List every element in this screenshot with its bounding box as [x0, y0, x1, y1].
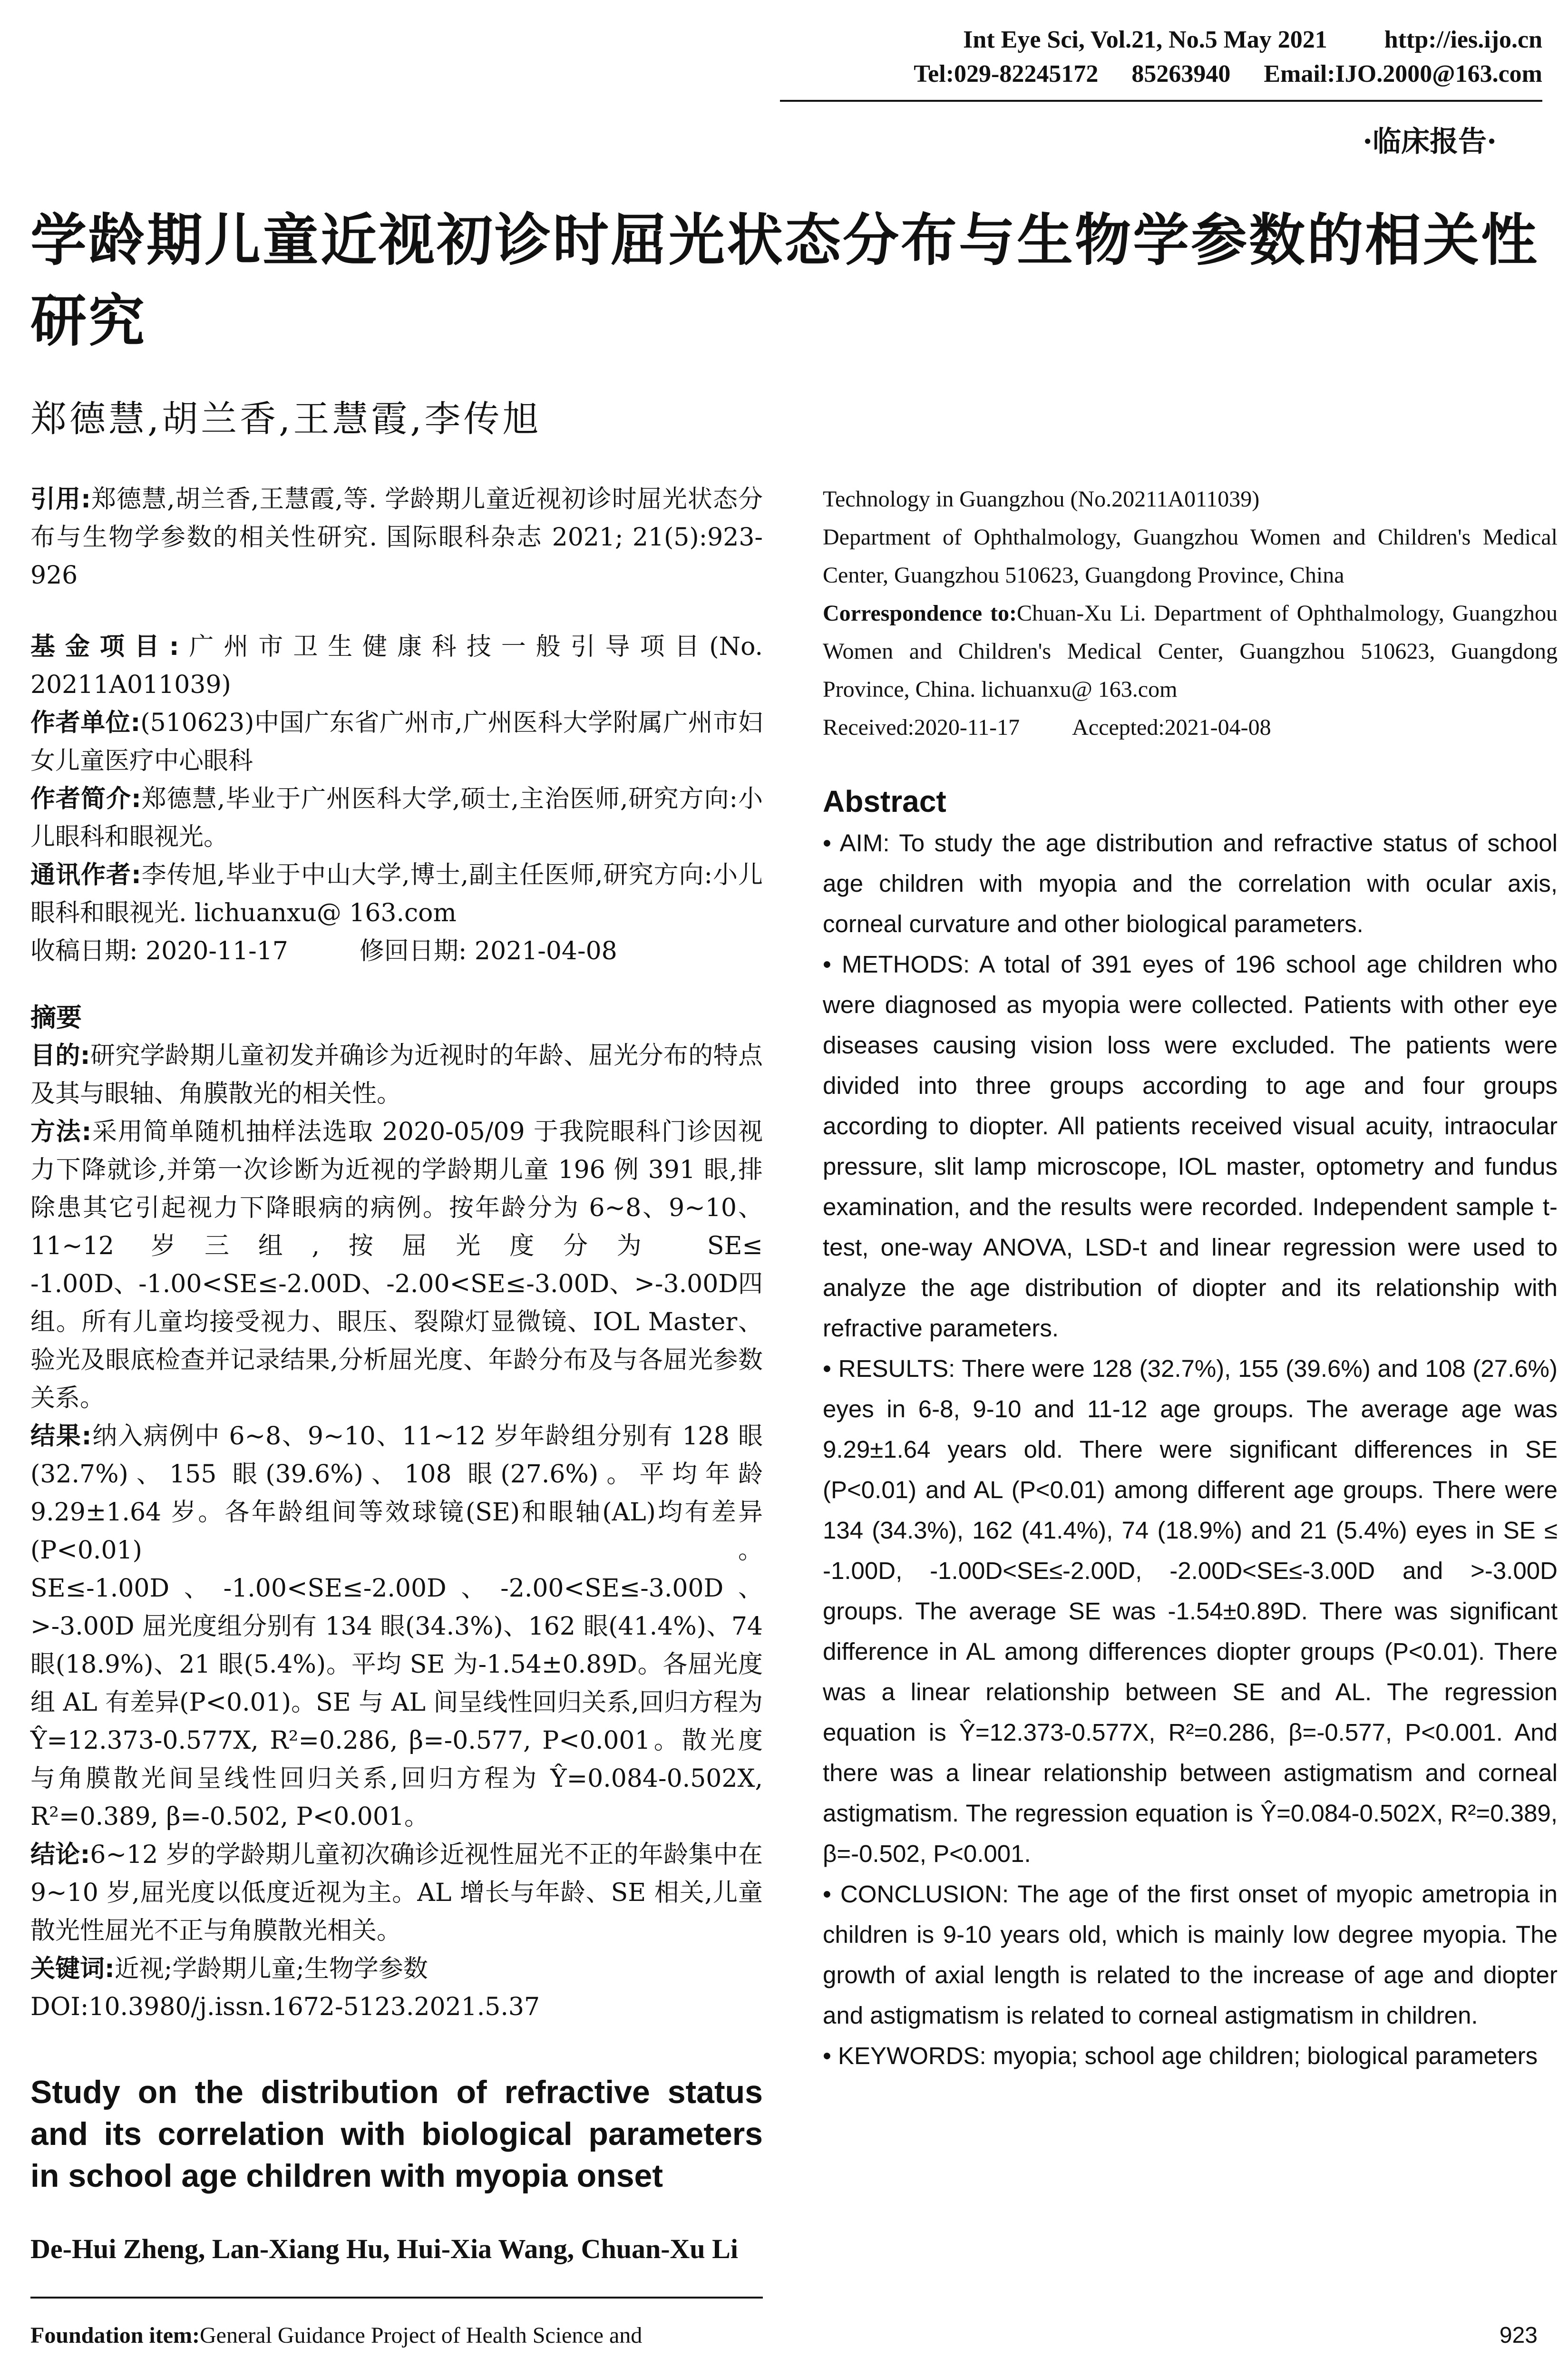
unit-text: (510623)中国广东省广州市,广州医科大学附属广州市妇女儿童医疗中心眼科: [30, 709, 763, 775]
keywords-cn: [30, 1950, 763, 1988]
header-rule: [780, 100, 1542, 102]
journal-tel: Tel:029-82245172: [914, 60, 1099, 88]
right-column: [823, 480, 1558, 2076]
conclusion-text: 6~12 岁的学龄期儿童初次确诊近视性屈光不正的年龄集中在 9~10 岁,屈光度以低度近视为主。AL 增长与年龄、SE 相关,儿童散光性屈光不正与角膜散光相关。: [30, 1841, 763, 1945]
footnote-rule: [30, 2297, 763, 2299]
doi: DOI:10.3980/j.issn.1672-5123.2021.5.37: [30, 1993, 540, 2021]
foundation-continued: Technology in Guangzhou (No.20211A011039): [823, 487, 1260, 512]
page-number: 923: [1499, 2323, 1538, 2348]
foundation-text: General Guidance Project of Health Science and: [200, 2323, 643, 2348]
bio-label: 作者简介:: [30, 785, 141, 813]
aim-text: 研究学龄期儿童初发并确诊为近视时的年龄、屈光分布的特点及其与眼轴、角膜散光的相关性。: [30, 1042, 763, 1108]
journal-issue: Int Eye Sci, Vol.21, No.5 May 2021: [963, 26, 1327, 53]
department-en: Department of Ophthalmology, Guangzhou Women and Children's Medical Center, Guangzhou 510623, Guangdong Province, China: [823, 525, 1558, 588]
fund-label: 基金项目:: [30, 633, 179, 661]
conclusion-en: • CONCLUSION: The age of the first onset of myopic ametropia in children is 9-10 years old, which is mainly low degree myopia. The growth of axial length is related to the increase of age and diopter and astigmatism is related to corneal astigmatism in children.: [823, 1880, 1558, 2029]
received-en: Received:2020-11-17: [823, 715, 1020, 740]
correspondence-text: Chuan-Xu Li. Department of Ophthalmology, Guangzhou Women and Children's Medical Center, Guangzhou 510623, Guangdong Province, China. lichuanxu@ 163.com: [823, 601, 1558, 702]
results-text: 纳入病例中 6~8、9~10、11~12 岁年龄组分别有 128 眼(32.7%)、155 眼(39.6%)、108 眼(27.6%)。平均年龄 9.29±1.64 岁。各年龄组间等效球镜(SE)和眼轴(AL)均有差异(P<0.01)。SE≤-1.00D、-1.00<SE≤-2.00D、-2.00<SE≤-3.00D、>-3.00D 屈光度组分别有 134 眼(34.3%)、162 眼(41.4%)、74 眼(18.9%)、21 眼(5.4%)。平均 SE 为-1.54±0.89D。各屈光度组 AL 有差异(P<0.01)。SE 与 AL 间呈线性回归关系,回归方程为 Ŷ=12.373-0.577X, R²=0.286, β=-0.577, P<0.001。散光度与角膜散光间呈线性回归关系,回归方程为 Ŷ=0.084-0.502X, R²=0.389, β=-0.502, P<0.001。: [30, 1422, 763, 1831]
citation-text: 郑德慧,胡兰香,王慧霞,等. 学龄期儿童近视初诊时屈光状态分布与生物学参数的相关性研究. 国际眼科杂志 2021; 21(5):923-926: [30, 485, 763, 590]
aim-en: • AIM: To study the age distribution and refractive status of school age children with myopia and the correlation with ocular axis, corneal curvature and other biological parameters.: [823, 829, 1558, 937]
received-cn: 收稿日期: 2020-11-17: [30, 937, 288, 965]
article-title-cn: 学龄期儿童近视初诊时屈光状态分布与生物学参数的相关性研究: [30, 207, 1539, 354]
dates-en: [823, 709, 1558, 747]
citation: [30, 480, 763, 594]
abstract-heading-cn: 摘要: [30, 1003, 82, 1033]
corr-text: 李传旭,毕业于中山大学,博士,副主任医师,研究方向:小儿眼科和眼视光. lichuanxu@ 163.com: [30, 861, 763, 927]
dates-cn: [30, 932, 763, 970]
correspondence-en: [823, 594, 1558, 709]
keywords-text: 近视;学龄期儿童;生物学参数: [114, 1955, 428, 1983]
abstract-heading-en: Abstract: [823, 784, 946, 818]
correspondence-label: Correspondence to:: [823, 601, 1017, 626]
author-bio: [30, 780, 763, 856]
foundation-item: [30, 2318, 763, 2354]
left-column: [30, 480, 763, 2354]
conclusion-label: 结论:: [30, 1841, 90, 1869]
keywords-label: 关键词:: [30, 1955, 115, 1983]
aim-label: 目的:: [30, 1042, 90, 1070]
foundation-label: Foundation item:: [30, 2323, 200, 2348]
article-title-en: Study on the distribution of refractive status and its correlation with biological parameters in school age children with myopia onset: [30, 2074, 763, 2194]
unit-label: 作者单位:: [30, 709, 141, 737]
conclusion-cn: [30, 1836, 763, 1950]
aim-cn: [30, 1037, 763, 1113]
journal-tel2: 85263940: [1131, 60, 1231, 88]
results-label: 结果:: [30, 1422, 92, 1451]
keywords-en: • KEYWORDS: myopia; school age children; biological parameters: [823, 2042, 1538, 2069]
citation-label: 引用:: [30, 485, 91, 514]
methods-en: • METHODS: A total of 391 eyes of 196 school age children who were diagnosed as myopia were collected. Patients with other eye diseases causing vision loss were excluded. The patients were divided into three groups according to age and four groups according to diopter. All patients received visual acuity, intraocular pressure, slit lamp microscope, IOL master, optometry and fundus examination, and the results were recorded. Independent sample t-test, one-way ANOVA, LSD-t and linear regression were used to analyze the age distribution of diopter and its relationship with refractive parameters.: [823, 951, 1558, 1342]
accepted-en: Accepted:2021-04-08: [1072, 715, 1271, 740]
section-tag: ·临床报告·: [1363, 125, 1497, 158]
corresponding-author: [30, 856, 763, 932]
corr-label: 通讯作者:: [30, 861, 141, 889]
journal-url: http://ies.ijo.cn: [1384, 26, 1542, 53]
revised-cn: 修回日期: 2021-04-08: [359, 937, 617, 965]
bio-text: 郑德慧,毕业于广州医科大学,硕士,主治医师,研究方向:小儿眼科和眼视光。: [30, 785, 763, 851]
fund-text: 广州市卫生健康科技一般引导项目(No. 20211A011039): [30, 633, 763, 699]
results-cn: [30, 1417, 763, 1836]
author-unit: [30, 704, 763, 780]
authors-cn: 郑德慧,胡兰香,王慧霞,李传旭: [30, 398, 542, 440]
journal-email: Email:IJO.2000@163.com: [1264, 60, 1542, 88]
journal-header: [781, 23, 1542, 91]
methods-label: 方法:: [30, 1118, 92, 1146]
methods-text: 采用简单随机抽样法选取 2020-05/09 于我院眼科门诊因视力下降就诊,并第一次诊断为近视的学龄期儿童 196 例 391 眼,排除患其它引起视力下降眼病的病例。按年龄分为 6~8、9~10、11~12 岁三组,按屈光度分为 SE≤ -1.00D、-1.00<SE≤-2.00D、-2.00<SE≤-3.00D、>-3.00D四组。所有儿童均接受视力、眼压、裂隙灯显微镜、IOL Master、验光及眼底检查并记录结果,分析屈光度、年龄分布及与各屈光参数关系。: [30, 1118, 763, 1413]
authors-en: De-Hui Zheng, Lan-Xiang Hu, Hui-Xia Wang, Chuan-Xu Li: [30, 2233, 738, 2264]
methods-cn: [30, 1113, 763, 1417]
results-en: • RESULTS: There were 128 (32.7%), 155 (39.6%) and 108 (27.6%) eyes in 6-8, 9-10 and 11-12 age groups. The average age was 9.29±1.64 years old. There were significant differences in SE (P<0.01) and AL (P<0.01) among different age groups. There were 134 (34.3%), 162 (41.4%), 74 (18.9%) and 21 (5.4%) eyes in SE ≤ -1.00D, -1.00D<SE≤-2.00D, -2.00D<SE≤-3.00D and >-3.00D groups. The average SE was -1.54±0.89D. There was significant difference in AL among differences diopter groups (P<0.01). There was a linear relationship between SE and AL. The regression equation is Ŷ=12.373-0.577X, R²=0.286, β=-0.577, P<0.001. And there was a linear relationship between astigmatism and corneal astigmatism. The regression equation is Ŷ=0.084-0.502X, R²=0.389, β=-0.502, P<0.001.: [823, 1355, 1558, 1867]
fund-item: [30, 628, 763, 704]
